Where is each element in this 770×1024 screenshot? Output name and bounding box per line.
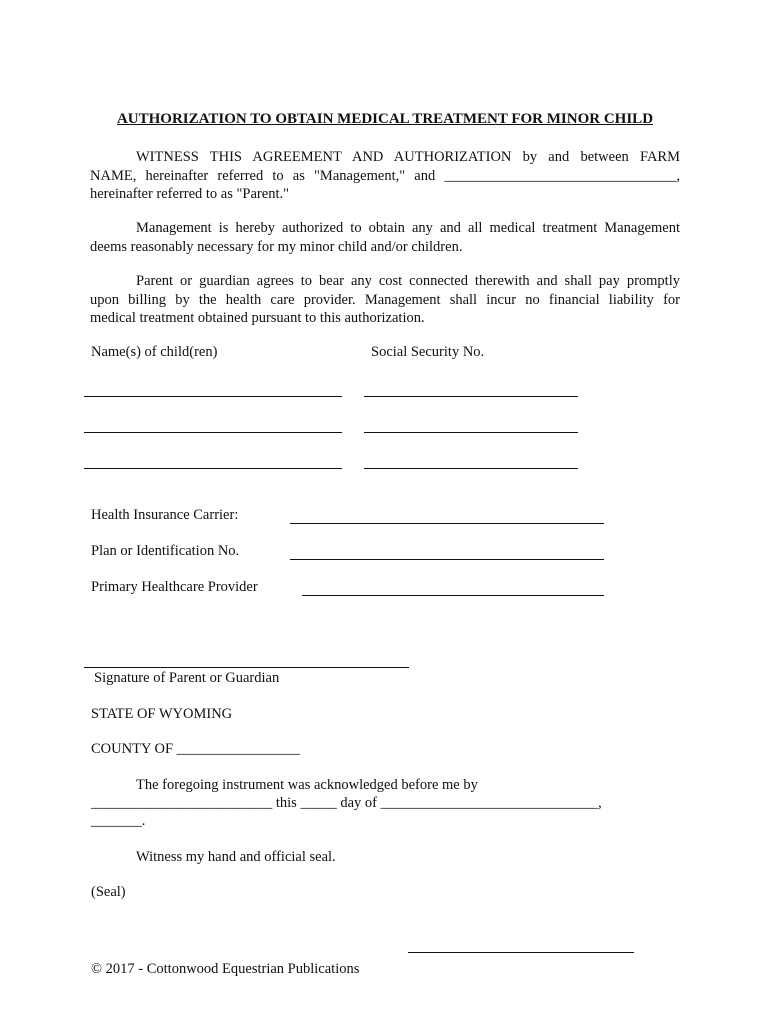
authorization-paragraph bbox=[90, 219, 680, 256]
authorization-line-2: deems reasonably necessary for my minor child and/or children. bbox=[90, 238, 463, 255]
signature-label: Signature of Parent or Guardian bbox=[94, 670, 280, 686]
witness-line: Witness my hand and official seal. bbox=[136, 849, 336, 865]
agreement-line-3: hereinafter referred to as "Parent." bbox=[90, 186, 290, 202]
copyright-footer: © 2017 - Cottonwood Equestrian Publications bbox=[91, 961, 360, 977]
child-name-field-2[interactable] bbox=[84, 432, 342, 433]
child-name-field-3[interactable] bbox=[84, 468, 342, 469]
agreement-line-2: NAME, hereinafter referred to as "Management," and ________________________________, bbox=[90, 167, 680, 184]
insurance-carrier-label: Health Insurance Carrier: bbox=[91, 507, 239, 523]
acknowledgment-line-2: _________________________ this _____ day of ______________________________, bbox=[91, 795, 602, 811]
state-line: STATE OF WYOMING bbox=[91, 706, 233, 722]
children-names-label: Name(s) of child(ren) bbox=[91, 344, 218, 360]
seal-label: (Seal) bbox=[91, 884, 126, 900]
liability-line-3: medical treatment obtained pursuant to this authorization. bbox=[90, 310, 425, 326]
healthcare-provider-field[interactable] bbox=[302, 595, 604, 596]
liability-line-2: upon billing by the health care provider. Management shall incur no financial liability for bbox=[90, 291, 680, 308]
agreement-line-1: WITNESS THIS AGREEMENT AND AUTHORIZATION by and between FARM bbox=[136, 149, 680, 165]
healthcare-provider-label: Primary Healthcare Provider bbox=[91, 579, 258, 595]
child-name-field-1[interactable] bbox=[84, 396, 342, 397]
liability-line-1: Parent or guardian agrees to bear any cost connected therewith and shall pay promptly bbox=[136, 273, 680, 289]
social-security-label: Social Security No. bbox=[371, 344, 485, 360]
plan-id-label: Plan or Identification No. bbox=[91, 543, 240, 559]
document-title: AUTHORIZATION TO OBTAIN MEDICAL TREATMENT FOR MINOR CHILD bbox=[116, 111, 654, 127]
child-ssn-field-1[interactable] bbox=[364, 396, 578, 397]
parent-signature-field[interactable] bbox=[84, 667, 409, 668]
county-line: COUNTY OF _________________ bbox=[91, 741, 300, 757]
child-ssn-field-2[interactable] bbox=[364, 432, 578, 433]
plan-id-field[interactable] bbox=[290, 559, 604, 560]
acknowledgment-line-1: The foregoing instrument was acknowledged before me by bbox=[136, 777, 478, 793]
agreement-paragraph bbox=[90, 148, 680, 204]
liability-paragraph bbox=[90, 272, 680, 328]
acknowledgment-line-3: _______. bbox=[91, 813, 146, 829]
child-ssn-field-3[interactable] bbox=[364, 468, 578, 469]
authorization-line-1: Management is hereby authorized to obtain any and all medical treatment Management bbox=[136, 220, 680, 236]
notary-signature-field[interactable] bbox=[408, 952, 634, 953]
insurance-carrier-field[interactable] bbox=[290, 523, 604, 524]
